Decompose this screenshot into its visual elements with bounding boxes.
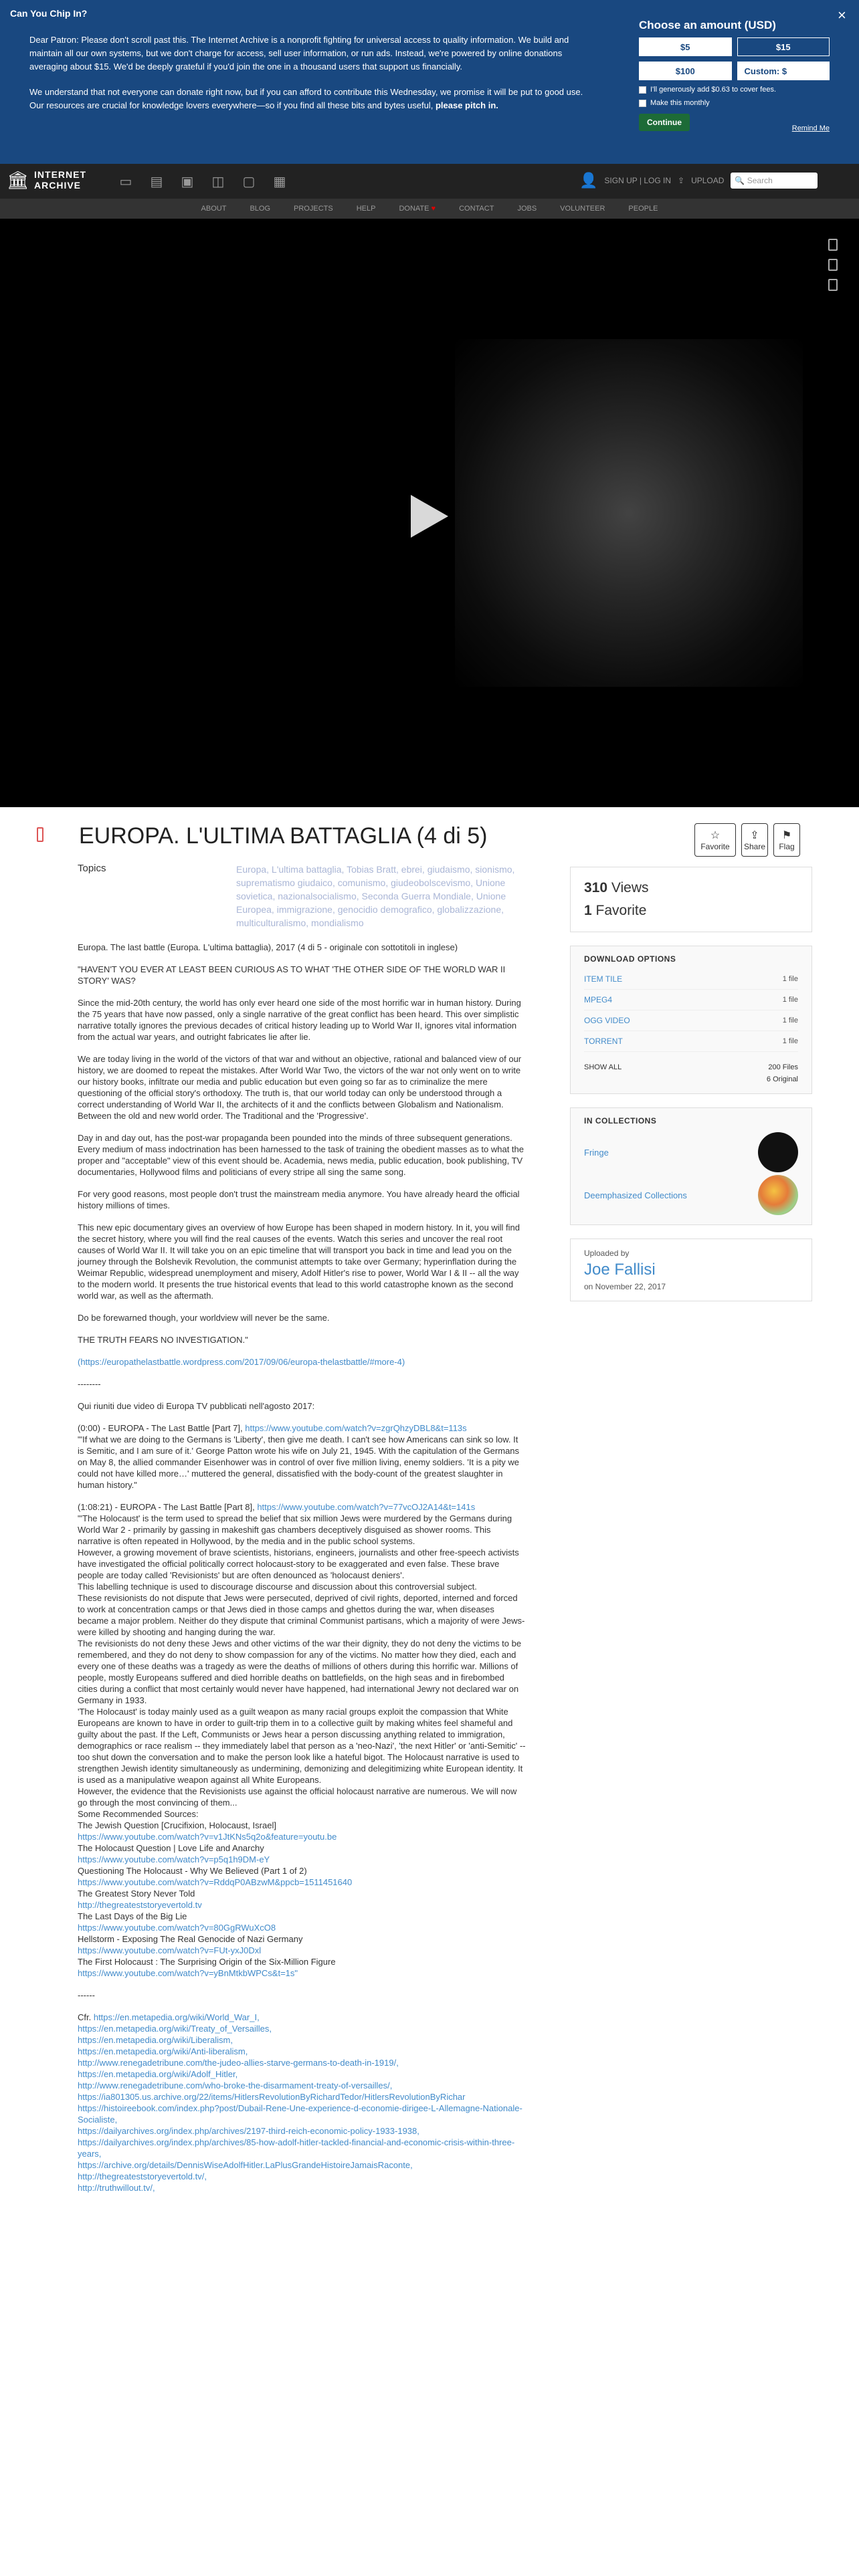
checkbox-box[interactable]: [639, 86, 646, 94]
source-url[interactable]: https://www.youtube.com/watch?v=FUt-yxJ0Dxl: [78, 1945, 262, 1955]
source-link[interactable]: (https://europathelastbattle.wordpress.com/2017/09/06/europa-thelastbattle/#more-4): [78, 1357, 405, 1367]
part8-line: These revisionists do not dispute that Jews were persecuted, deprived of civil rights, deported, interned and forced to work at concentration camps or that Jews died in those camps and ghettos during the war, when diseases became a major problem. Neither do they dispute that criminal Communist partisans, which a majority of were Jews- were killed by shooting and hanging during the war.: [78, 1593, 525, 1637]
source-url[interactable]: https://www.youtube.com/watch?v=p5q1h9DM-eY: [78, 1854, 270, 1864]
part8-line: 'The Holocaust' is today mainly used as a guilt weapon as many racial groups exploit the compassion that White Europeans are known to have in order to guilt-trip them in to a collective guilt by making whites feel shameful and guilty about the past. If the Left, Communists or Jews hear a person discussing anything related to immigration, demographics or race realism -- they immediately label that person as a 'neo-Nazi', 'the next Hitler' or 'anti-Semitic' -- too shut down the conversation and to make the person look like a hateful bigot. The Holocaust narrative is used to strengthen Jewish identity simultaneously as undermining, demonizing and delegitimizing white European identity. It is used as a manipulative weapon against all White Europeans.: [78, 1707, 526, 1785]
nav-about[interactable]: ABOUT: [201, 205, 227, 213]
uploaded-by-label: Uploaded by: [584, 1249, 630, 1258]
part7-lead: (0:00) - EUROPA - The Last Battle [Part 7],: [78, 1423, 246, 1433]
favorites-count: [584, 899, 798, 922]
cover-fees-checkbox[interactable]: [639, 86, 830, 94]
show-all-link[interactable]: SHOW ALL: [584, 1063, 622, 1071]
collection-name[interactable]: Deemphasized Collections: [584, 1190, 687, 1200]
desc-p2: "HAVEN'T YOU EVER AT LEAST BEEN CURIOUS AS TO WHAT 'THE OTHER SIDE OF THE WORLD WAR II STORY' WAS?: [78, 964, 506, 986]
cfr-link[interactable]: http://truthwillout.tv/,: [78, 2183, 155, 2193]
source-url[interactable]: https://www.youtube.com/watch?v=v1JtKNs5q2o&feature=youtu.be: [78, 1832, 337, 1842]
cfr-link[interactable]: http://www.renegadetribune.com/the-judeo-allies-starve-germans-to-death-in-1919/,: [78, 2058, 399, 2068]
collection-item[interactable]: [584, 1174, 798, 1216]
logo-text: [34, 169, 86, 191]
amount-title: Choose an amount (USD): [639, 19, 776, 31]
cfr-link[interactable]: https://dailyarchives.org/index.php/archives/2197-third-reich-economic-policy-1933-1938,: [78, 2126, 419, 2136]
cfr-link[interactable]: https://en.metapedia.org/wiki/Anti-liberalism,: [78, 2046, 248, 2056]
source-url[interactable]: https://www.youtube.com/watch?v=RddqP0ABzwM&ppcb=1511451640: [78, 1877, 353, 1887]
part7-block: [78, 1422, 526, 1491]
media-type-nav: [117, 173, 288, 190]
download-title: DOWNLOAD OPTIONS: [584, 954, 676, 964]
audio-icon[interactable]: ◫: [211, 174, 225, 189]
files-summary: [767, 1061, 798, 1085]
desc-p6: For very good reasons, most people don't trust the mainstream media anymore. You have already heard the official history millions of times.: [78, 1189, 520, 1210]
source-title: The Greatest Story Never Told: [78, 1889, 195, 1899]
views-count: [584, 877, 798, 899]
videos-intro: Qui riuniti due video di Europa TV pubblicati nell'agosto 2017:: [78, 1401, 315, 1411]
download-row[interactable]: [584, 990, 798, 1010]
collections-title: IN COLLECTIONS: [584, 1116, 657, 1125]
amount-100-button[interactable]: $100: [639, 62, 732, 80]
video-type-icon: [37, 827, 43, 842]
topics-list[interactable]: Europa, L'ultima battaglia, Tobias Bratt, ebrei, giudaismo, sionismo, suprematismo giudaico, comunismo, giudeobolscevismo, Unione sovietica, nazionalsocialismo, Seconda Guerra Mondiale, Unione Europea, immigrazione, genocidio demografico, globalizzazione, multiculturalismo, mondialismo: [236, 864, 515, 928]
part8-line: However, the evidence that the Revisionists use against the official holocaust narrative are numerous. We will now go through the most convincing of them...: [78, 1786, 517, 1808]
desc-p4: We are today living in the world of the victors of that war and without an objective, rational and balanced view of our history, we are doomed to repeat the mistakes. After World War Two, the victors of the war not only went on to write our history books, infiltrate our media and public education but even going so far as to criminalize the mere questioning of the official story's orthodoxy. The truth is, that our world today can only be understood through a correct understanding of World War II, the architects of it and the conflicts between Globalism and Nationalism. Between the old and new world order. The Traditional and the 'Progressive'.: [78, 1054, 522, 1121]
monthly-label: Make this monthly: [650, 99, 710, 107]
part8-lead: (1:08:21) - EUROPA - The Last Battle [Part 8],: [78, 1502, 258, 1512]
source-url[interactable]: https://www.youtube.com/watch?v=yBnMtkbWPCs&t=1s": [78, 1968, 298, 1978]
cfr-link[interactable]: https://en.metapedia.org/wiki/World_War_I,: [93, 2012, 260, 2022]
top-nav: [0, 164, 859, 199]
archive-building-icon: 🏛: [7, 169, 29, 190]
files-original: 6 Original: [766, 1075, 798, 1083]
cfr-link[interactable]: https://archive.org/details/DennisWiseAdolfHitler.LaPlusGrandeHistoireJamaisRaconte,: [78, 2160, 413, 2170]
banner-paragraph-2: [29, 86, 591, 112]
download-options: [570, 946, 812, 1094]
theater-icon[interactable]: [828, 239, 838, 251]
donation-banner: [0, 0, 859, 164]
checkbox-box[interactable]: [639, 100, 646, 107]
video-player[interactable]: [0, 219, 859, 807]
banner-paragraph-1: Dear Patron: Please don't scroll past this. The Internet Archive is a nonprofit fighting for universal access to quality information. We build and maintain all our own systems, but we don't charge for access, sell user information, or run ads. Instead, we're powered by online donations averaging about $15. We'd be deeply grateful if you'd join the one in a thousand users that support us financially.: [29, 35, 569, 72]
uploader-link[interactable]: Joe Fallisi: [584, 1261, 656, 1279]
download-row[interactable]: [584, 1031, 798, 1052]
collections-card: [570, 1107, 812, 1225]
views-label: Views: [611, 880, 649, 895]
signup-login-link[interactable]: SIGN UP | LOG IN: [604, 176, 671, 185]
nav-projects[interactable]: PROJECTS: [294, 205, 333, 213]
remind-me-link[interactable]: Remind Me: [791, 124, 830, 132]
user-nav: [579, 172, 818, 189]
internet-archive-logo[interactable]: [7, 169, 86, 191]
collection-item[interactable]: [584, 1131, 798, 1174]
banner-paragraph-2-text: We understand that not everyone can donate right now, but if you can afford to contribute this Wednesday, we promise it will be put to good use. Our resources are crucial for knowledge lovers everywhere—so if you find all these bits and bytes useful,: [29, 87, 583, 110]
desc-p8: Do be forewarned though, your worldview will never be the same.: [78, 1313, 330, 1323]
monthly-checkbox[interactable]: [639, 99, 830, 107]
source-url[interactable]: https://www.youtube.com/watch?v=80GgRWuXcO8: [78, 1923, 276, 1933]
star-icon: ☆: [710, 830, 721, 841]
download-format[interactable]: MPEG4: [584, 995, 613, 1004]
video-icon[interactable]: ▣: [181, 174, 194, 189]
share-button[interactable]: [741, 823, 768, 857]
play-icon[interactable]: [411, 495, 448, 538]
download-format[interactable]: OGG VIDEO: [584, 1016, 630, 1025]
web-icon[interactable]: ▭: [119, 174, 132, 189]
item-description: [78, 863, 526, 2193]
topics-row: [78, 863, 526, 930]
part8-line: The revisionists do not deny these Jews and other victims of the war their dignity, they do not deny the victims to be remembered, and they do not deny to show compassion for any of the victims. No matter how they died, each and every one of these deaths was a tragedy as were the deaths of millions of others during this horrific war. Millions of people, mostly Europeans suffered and died horrible deaths on battlefields, on the high seas and in firebombed cities during a conflict that most certainly would never have happened, had international Jewry not declared war on Germany in 1933.: [78, 1638, 522, 1705]
source-url[interactable]: http://thegreateststoryevertold.tv: [78, 1900, 202, 1910]
show-all-row: [584, 1061, 798, 1085]
amount-15-button[interactable]: $15: [737, 37, 830, 56]
item-stats: [570, 867, 812, 932]
files-total: 200 Files: [768, 1063, 798, 1071]
share-icon: ⇪: [750, 830, 759, 841]
fullscreen-icon[interactable]: [828, 279, 838, 291]
nav-jobs[interactable]: JOBS: [517, 205, 537, 213]
desc-p9: THE TRUTH FEARS NO INVESTIGATION.": [78, 1335, 248, 1345]
download-count: 1 file: [782, 1037, 798, 1045]
part8-block: [78, 1501, 526, 1979]
share-label: Share: [743, 842, 766, 851]
heart-icon: ♥: [431, 205, 436, 213]
source-title: The Jewish Question [Crucifixion, Holocaust, Israel]: [78, 1820, 276, 1830]
part7-link[interactable]: https://www.youtube.com/watch?v=zgrQhzyDBL8&t=113s: [245, 1423, 467, 1433]
part8-line: This labelling technique is used to discourage discourse and discussion about this controversial subject.: [78, 1582, 477, 1592]
part7-text: "'If what we are doing to the Germans is 'Liberty', then give me death. I can't see how Americans can sink so low. It is Semitic, and I am sure of it.' George Patton wrote his wife on July 21, 1945. With the capitulation of the Germans on May 8, the allied commander Eisenhower was in control of over five million living, enemy soldiers. 'It is a pity we could not have killed more…' muttered the general, dissatisfied with the body-count of the greatest slaughter in human history.": [78, 1434, 520, 1490]
amount-chooser: [639, 19, 830, 131]
cfr-link[interactable]: http://thegreateststoryevertold.tv/,: [78, 2171, 207, 2181]
source-title: The Holocaust Question | Love Life and Anarchy: [78, 1843, 264, 1853]
source-title: Questioning The Holocaust - Why We Believed (Part 1 of 2): [78, 1866, 307, 1876]
video-frame: [455, 339, 803, 687]
topics-label: Topics: [78, 863, 106, 874]
download-count: 1 file: [782, 975, 798, 983]
embed-icon[interactable]: [828, 259, 838, 271]
secondary-nav: [0, 199, 859, 219]
cfr-block: [78, 2012, 526, 2193]
cfr-link[interactable]: https://histoireebook.com/index.php?post/Dubail-Rene-Une-experience-d-economie-dirigee-L-Allemagne-Nationale-Socialiste,: [78, 2103, 522, 2125]
download-count: 1 file: [782, 1016, 798, 1025]
cfr-link[interactable]: https://ia801305.us.archive.org/22/items/HitlersRevolutionByRichardTedor/HitlersRevolutionByRichar: [78, 2092, 466, 2102]
nav-donate[interactable]: [399, 205, 436, 213]
part8-link[interactable]: https://www.youtube.com/watch?v=77vcOJ2A14&t=141s: [257, 1502, 476, 1512]
collection-thumbnail[interactable]: [758, 1132, 798, 1172]
views-number: 310: [584, 880, 608, 895]
flag-label: Flag: [779, 842, 795, 851]
part8-line: Some Recommended Sources:: [78, 1809, 199, 1819]
close-icon[interactable]: ×: [838, 7, 846, 23]
collection-name[interactable]: Fringe: [584, 1147, 609, 1158]
favorite-label: Favorite: [700, 842, 730, 851]
download-count: 1 file: [782, 996, 798, 1004]
favorites-number: 1: [584, 903, 592, 918]
sidebar: [570, 867, 812, 1301]
cfr-link[interactable]: https://en.metapedia.org/wiki/Adolf_Hitler,: [78, 2069, 238, 2079]
desc-p1: Europa. The last battle (Europa. L'ultima battaglia), 2017 (4 di 5 - originale con sottotitoli in inglese): [78, 942, 458, 952]
download-row[interactable]: [584, 969, 798, 990]
download-format[interactable]: ITEM TILE: [584, 974, 623, 984]
part8-heading: [78, 1501, 526, 1513]
source-title: Hellstorm - Exposing The Real Genocide of Nazi Germany: [78, 1934, 303, 1944]
flag-icon: ⚑: [781, 830, 792, 841]
nav-blog[interactable]: BLOG: [250, 205, 271, 213]
nav-volunteer[interactable]: VOLUNTEER: [560, 205, 605, 213]
upload-link[interactable]: UPLOAD: [691, 176, 725, 185]
desc-p7: This new epic documentary gives an overview of how Europe has been shaped in modern history. In it, you will find the secret history, where you will find the real causes of the events. Watch this series and uncover the real root causes of World War II. It will take you on an epic timeline that will transport you back in time and lead you on the journey through the Bolshevik Revolution, the communist attempts to take over Germany; hyperinflation during the Weimar Republic, widespread unemployment and misery, Adolf Hitler's rise to power, World War I & II -- all the way to the modern world. It presents the true historical events that lead to this world catastrophe known as the second world war, as well as the aftermath.: [78, 1222, 520, 1301]
separator: --------: [78, 1379, 101, 1389]
cover-fees-label: I'll generously add $0.63 to cover fees.: [650, 86, 776, 94]
search-placeholder: Search: [747, 176, 773, 185]
user-icon[interactable]: 👤: [579, 172, 598, 189]
cfr-link[interactable]: http://www.renegadetribune.com/who-broke-the-disarmament-treaty-of-versailles/,: [78, 2080, 393, 2090]
cfr-first: [78, 2012, 526, 2023]
part8-line: "'The Holocaust' is the term used to spread the belief that six million Jews were murdered by the Germans during World War 2 - primarily by gassing in makeshift gas chambers deceptively disguised as shower rooms. This narrative is often repeated in Hollywood, by the media and in the public school systems.: [78, 1513, 512, 1546]
download-format[interactable]: TORRENT: [584, 1037, 623, 1046]
banner-title: Can You Chip In?: [10, 8, 88, 19]
source-title: The Last Days of the Big Lie: [78, 1911, 187, 1921]
nav-donate-label: DONATE: [399, 205, 430, 213]
cfr-lead: Cfr.: [78, 2012, 94, 2022]
upload-date: on November 22, 2017: [584, 1282, 666, 1291]
part7-heading: [78, 1422, 526, 1434]
logo-line-1: INTERNET: [34, 169, 87, 180]
uploader-card: [570, 1239, 812, 1301]
flag-button[interactable]: [773, 823, 800, 857]
cfr-link[interactable]: https://dailyarchives.org/index.php/archives/85-how-adolf-hitler-tackled-financial-and-economic-crisis-within-three-years,: [78, 2137, 515, 2159]
nav-contact[interactable]: CONTACT: [459, 205, 494, 213]
nav-help[interactable]: HELP: [356, 205, 376, 213]
source-title: The First Holocaust : The Surprising Origin of the Six-Million Figure: [78, 1957, 336, 1967]
amount-custom-input[interactable]: Custom: $: [737, 62, 830, 80]
images-icon[interactable]: ▦: [273, 174, 286, 189]
software-icon[interactable]: ▢: [242, 174, 256, 189]
download-row[interactable]: [584, 1010, 798, 1031]
upload-icon[interactable]: ⇪: [678, 176, 685, 185]
nav-people[interactable]: PEOPLE: [628, 205, 658, 213]
item-header: [0, 807, 859, 867]
favorites-label: Favorite: [595, 903, 647, 918]
texts-icon[interactable]: ▤: [150, 174, 163, 189]
part8-line: However, a growing movement of brave scientists, historians, engineers, journalists and other free-speech activists have investigated the official politically correct holocaust-story to be exaggerated and even false. These brave people are today called 'Revisionists' but are often denounced as 'holocaust deniers'.: [78, 1547, 519, 1580]
separator: ------: [78, 1990, 95, 2000]
amount-5-button[interactable]: $5: [639, 37, 732, 56]
logo-line-2: ARCHIVE: [34, 180, 82, 191]
desc-p3: Since the mid-20th century, the world has only ever heard one side of the most horrific war in human history. During the 75 years that have now passed, only a single narrative of the great conflict has been heard. This over simplistic narrative totally ignores the previous decades of critical history leading up to World War II, ignores vital information from the actual war years, and outright fabricates lie after lie.: [78, 998, 521, 1042]
continue-button[interactable]: Continue: [639, 114, 690, 131]
banner-message: [29, 33, 591, 124]
cfr-link[interactable]: https://en.metapedia.org/wiki/Treaty_of_Versailles,: [78, 2024, 272, 2034]
favorite-button[interactable]: [694, 823, 736, 857]
search-input[interactable]: [731, 173, 818, 189]
desc-p5: Day in and day out, has the post-war propaganda been pounded into the minds of three subsequent generations. Every medium of mass indoctrination has been harnessed to the task of training the obedient masses as to what the proper and "acceptable" view of this event should be. Academia, news media, public education, book publishing, TV documentaries, Hollywood films and politicians of every stripe all sing the same song.: [78, 1133, 524, 1177]
collection-thumbnail[interactable]: [758, 1175, 798, 1215]
search-icon: 🔍: [735, 176, 745, 185]
page-title: EUROPA. L'ULTIMA BATTAGLIA (4 di 5): [79, 823, 488, 849]
banner-pitch-in: please pitch in.: [435, 100, 498, 110]
cfr-link[interactable]: https://en.metapedia.org/wiki/Liberalism,: [78, 2035, 233, 2045]
